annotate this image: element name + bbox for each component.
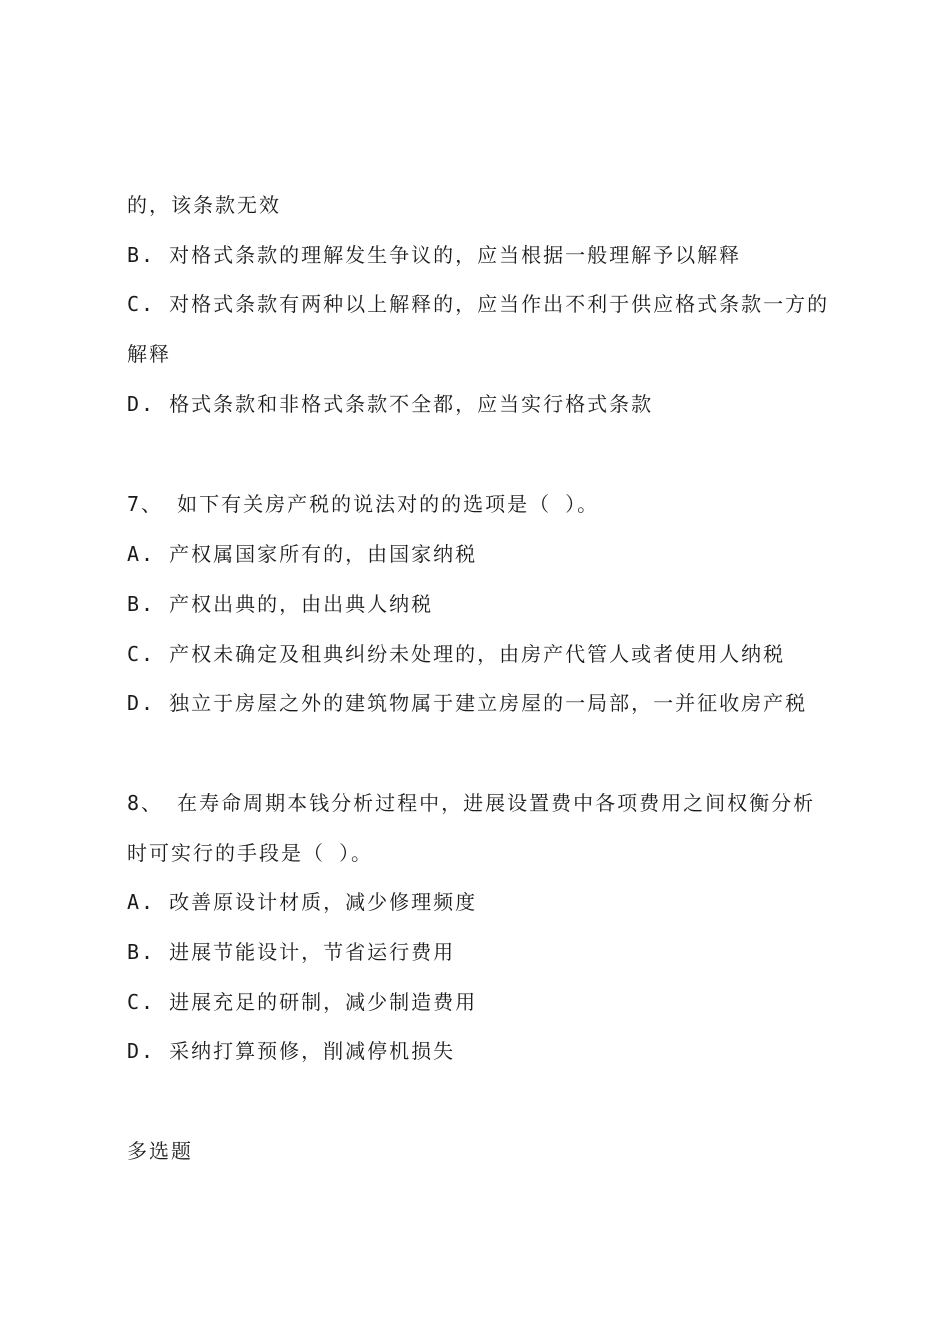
q6-option-d: D. 格式条款和非格式条款不全都，应当实行格式条款 bbox=[127, 392, 654, 416]
section-heading: 多选题 bbox=[127, 1139, 193, 1163]
q6-option-c: C. 对格式条款有两种以上解释的，应当作出不利于供应格式条款一方的 bbox=[127, 292, 830, 316]
q7-stem: 7、 如下有关房产税的说法对的的选项是（ ）。 bbox=[127, 492, 600, 516]
q7-option-b: B. 产权出典的，由出典人纳税 bbox=[127, 592, 434, 616]
q6-option-c-continued: 解释 bbox=[127, 342, 171, 366]
continuation-text: 的，该条款无效 bbox=[127, 193, 281, 217]
q8-option-c: C. 进展充足的研制，减少制造费用 bbox=[127, 990, 478, 1014]
q7-option-c: C. 产权未确定及租典纠纷未处理的，由房产代管人或者使用人纳税 bbox=[127, 642, 786, 666]
q8-option-b: B. 进展节能设计，节省运行费用 bbox=[127, 940, 456, 964]
q8-option-a: A. 改善原设计材质，减少修理频度 bbox=[127, 890, 478, 914]
q7-option-d: D. 独立于房屋之外的建筑物属于建立房屋的一局部，一并征收房产税 bbox=[127, 691, 808, 715]
q6-option-b: B. 对格式条款的理解发生争议的，应当根据一般理解予以解释 bbox=[127, 243, 742, 267]
q7-option-a: A. 产权属国家所有的，由国家纳税 bbox=[127, 542, 478, 566]
q8-stem-line1: 8、 在寿命周期本钱分析过程中，进展设置费中各项费用之间权衡分析 bbox=[127, 791, 816, 815]
q8-stem-line2: 时可实行的手段是（ ）。 bbox=[127, 841, 374, 865]
q8-option-d: D. 采纳打算预修，削减停机损失 bbox=[127, 1039, 456, 1063]
